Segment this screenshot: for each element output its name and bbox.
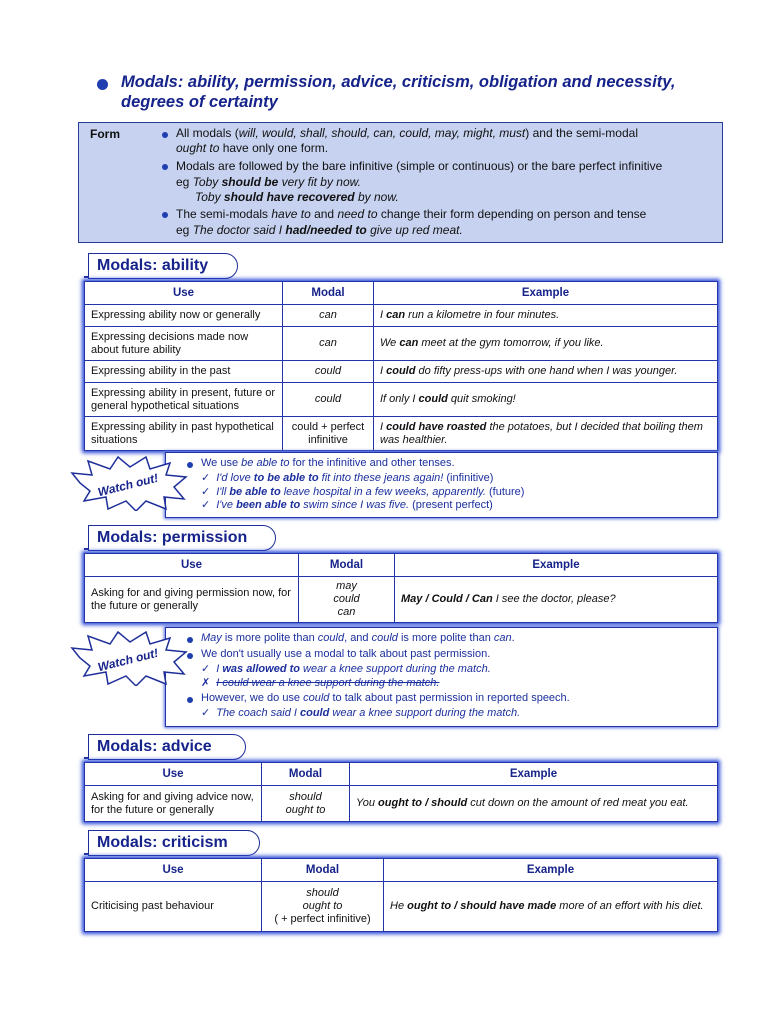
example-cell: You ought to / should cut down on the amount of red meat you eat. <box>350 786 718 822</box>
example-cell: If only I could quit smoking! <box>374 383 718 417</box>
section-title-advice: Modals: advice <box>88 734 246 760</box>
bullet-icon <box>187 462 193 468</box>
watch-line: ✓ I was allowed to wear a knee support during the match. <box>201 663 491 675</box>
advice-table <box>84 762 718 822</box>
modal-cell: should ought to ( + perfect infinitive) <box>262 882 384 932</box>
tick-icon: ✓ <box>201 486 211 498</box>
form-bullet-2-example-1: eg Toby should be very fit by now. <box>176 175 361 189</box>
form-bullet-3: The semi-modals have to and need to change their form depending on person and tense <box>176 207 647 221</box>
modal-cell: should ought to <box>262 786 350 822</box>
header-modal: Modal <box>262 763 350 786</box>
table-row <box>85 882 718 932</box>
table-row <box>85 577 718 623</box>
use-cell: Criticising past behaviour <box>85 882 262 932</box>
use-cell: Expressing ability in the past <box>85 361 283 383</box>
header-example: Example <box>384 859 718 882</box>
bullet-icon <box>187 653 193 659</box>
watch-line: ✓ I've been able to swim since I was five. (present perfect) <box>201 499 493 511</box>
bullet-icon <box>187 637 193 643</box>
table-row <box>85 327 718 361</box>
modal-cell: can <box>283 327 374 361</box>
watch-line: ✓ I'd love to be able to fit into these jeans again! (infinitive) <box>201 472 494 484</box>
table-row <box>85 361 718 383</box>
ability-table <box>84 281 718 451</box>
section-title-criticism: Modals: criticism <box>88 830 260 856</box>
tick-icon: ✓ <box>201 707 211 719</box>
form-label: Form <box>90 127 120 141</box>
bullet-icon <box>162 164 168 170</box>
tick-icon: ✓ <box>201 499 211 511</box>
watch-out-text: Watch out! <box>96 470 160 500</box>
use-cell: Expressing ability in past hypothetical situations <box>85 417 283 451</box>
example-cell: I could do fifty press-ups with one hand when I was younger. <box>374 361 718 383</box>
permission-table <box>84 553 718 623</box>
title-bullet-icon <box>97 79 108 90</box>
watch-line: ✓ I'll be able to leave hospital in a few weeks, apparently. (future) <box>201 486 525 498</box>
watch-line: We don't usually use a modal to talk about past permission. <box>201 648 491 660</box>
page-title: Modals: ability, permission, advice, criticism, obligation and necessity, degrees of certainty <box>121 73 676 111</box>
header-use: Use <box>85 763 262 786</box>
watch-line: ✗ I could wear a knee support during the match. <box>201 677 440 689</box>
bullet-icon <box>187 697 193 703</box>
section-title-permission: Modals: permission <box>88 525 276 551</box>
example-cell: I could have roasted the potatoes, but I decided that boiling them was healthier. <box>374 417 718 451</box>
form-bullet-1-cont: ought to have only one form. <box>176 141 329 155</box>
tick-icon: ✓ <box>201 472 211 484</box>
bullet-icon <box>162 212 168 218</box>
watch-out-badge-permission <box>70 630 188 686</box>
modal-cell: may could can <box>299 577 395 623</box>
form-bullet-2-example-2: Toby should have recovered by now. <box>195 190 399 204</box>
use-cell: Expressing ability now or generally <box>85 305 283 327</box>
watch-line: May is more polite than could, and could is more polite than can. <box>201 632 515 644</box>
use-cell: Asking for and giving advice now, for the future or generally <box>85 786 262 822</box>
header-modal: Modal <box>283 282 374 305</box>
use-cell: Expressing ability in present, future or general hypothetical situations <box>85 383 283 417</box>
use-cell: Expressing decisions made now about future ability <box>85 327 283 361</box>
example-cell: May / Could / Can I see the doctor, please? <box>395 577 718 623</box>
tick-icon: ✓ <box>201 663 211 675</box>
form-bullet-3-example: eg The doctor said I had/needed to give up red meat. <box>176 223 463 237</box>
form-bullet-2: Modals are followed by the bare infinitive (simple or continuous) or the bare perfect infinitive <box>176 159 663 173</box>
header-example: Example <box>395 554 718 577</box>
example-cell: He ought to / should have made more of an effort with his diet. <box>384 882 718 932</box>
header-use: Use <box>85 554 299 577</box>
example-cell: I can run a kilometre in four minutes. <box>374 305 718 327</box>
header-use: Use <box>85 859 262 882</box>
header-modal: Modal <box>262 859 384 882</box>
modal-cell: could <box>283 383 374 417</box>
section-title-ability: Modals: ability <box>88 253 238 279</box>
header-use: Use <box>85 282 283 305</box>
table-row <box>85 417 718 451</box>
header-example: Example <box>374 282 718 305</box>
header-modal: Modal <box>299 554 395 577</box>
bullet-icon <box>162 132 168 138</box>
watch-line: We use be able to for the infinitive and other tenses. <box>201 457 455 469</box>
table-row <box>85 383 718 417</box>
header-example: Example <box>350 763 718 786</box>
watch-out-badge-ability <box>70 455 188 511</box>
watch-out-text: Watch out! <box>96 645 160 675</box>
table-row <box>85 305 718 327</box>
modal-cell: could <box>283 361 374 383</box>
table-row <box>85 786 718 822</box>
form-bullet-1: All modals (will, would, shall, should, can, could, may, might, must) and the semi-modal <box>176 126 638 140</box>
modal-cell: can <box>283 305 374 327</box>
modal-cell: could + perfect infinitive <box>283 417 374 451</box>
watch-line: ✓ The coach said I could wear a knee support during the match. <box>201 707 521 719</box>
criticism-table <box>84 858 718 932</box>
cross-icon: ✗ <box>201 677 211 689</box>
use-cell: Asking for and giving permission now, for the future or generally <box>85 577 299 623</box>
watch-line: However, we do use could to talk about past permission in reported speech. <box>201 692 570 704</box>
example-cell: We can meet at the gym tomorrow, if you like. <box>374 327 718 361</box>
